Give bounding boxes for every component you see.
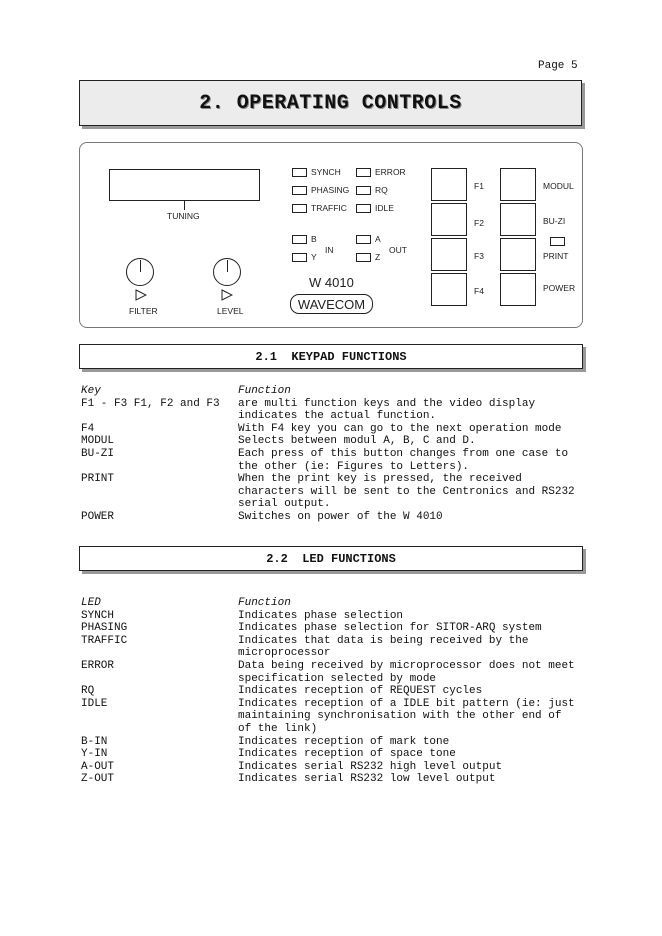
led-idle bbox=[356, 204, 371, 213]
table-row bbox=[81, 673, 583, 686]
tuning-indicator bbox=[184, 201, 185, 210]
led-column-header: LED bbox=[81, 597, 101, 609]
key-cell: F1 - F3 F1, F2 and F3 bbox=[81, 397, 220, 410]
key-cell bbox=[81, 410, 238, 423]
key-cell bbox=[81, 486, 238, 499]
table-row bbox=[81, 448, 583, 461]
level-knob bbox=[213, 258, 241, 286]
key-cell bbox=[81, 461, 238, 474]
filter-arrow-icon bbox=[135, 289, 147, 301]
function-cell: Indicates reception of mark tone bbox=[238, 735, 450, 748]
table-row bbox=[81, 423, 583, 436]
led-y-in bbox=[292, 253, 307, 262]
led-phasing bbox=[292, 186, 307, 195]
f3-key bbox=[431, 238, 467, 271]
level-arrow-icon bbox=[221, 289, 233, 301]
led-section-heading: 2.2 LED FUNCTIONS bbox=[266, 551, 396, 566]
led-synch bbox=[292, 168, 307, 177]
led-cell: SYNCH bbox=[81, 609, 115, 622]
led-label-error: ERROR bbox=[375, 167, 406, 177]
led-label-a: A bbox=[375, 234, 381, 244]
function-cell: Indicates reception of space tone bbox=[238, 748, 456, 761]
function-column-header: Function bbox=[238, 597, 291, 609]
led-label-y: Y bbox=[311, 252, 317, 262]
filter-knob bbox=[126, 258, 154, 286]
function-cell: indicates the actual function. bbox=[238, 410, 437, 423]
print-key bbox=[500, 238, 536, 271]
function-cell: maintaining synchronisation with the other end of bbox=[238, 710, 562, 723]
table-row bbox=[81, 498, 583, 511]
key-cell: F4 bbox=[81, 422, 95, 435]
chapter-title: 2. OPERATING CONTROLS bbox=[199, 91, 462, 115]
led-section-heading-box bbox=[79, 546, 583, 571]
bu-zi-label: BU-ZI bbox=[543, 216, 566, 226]
led-z-out bbox=[356, 253, 371, 262]
function-cell: Indicates serial RS232 high level output bbox=[238, 760, 503, 773]
function-cell: the other (ie: Figures to Letters). bbox=[238, 460, 470, 473]
led-cell: ERROR bbox=[81, 659, 115, 672]
led-cell: PHASING bbox=[81, 622, 128, 635]
function-cell: Indicates that data is being received by the bbox=[238, 634, 529, 647]
level-label: LEVEL bbox=[217, 306, 244, 316]
function-cell: Indicates reception of a IDLE bit pattern (ie: just bbox=[238, 697, 575, 710]
function-cell: Data being received by microprocessor does not meet bbox=[238, 659, 575, 672]
f4-label: F4 bbox=[474, 286, 484, 296]
led-cell: Z-OUT bbox=[81, 773, 115, 786]
filter-label: FILTER bbox=[129, 306, 158, 316]
led-label-rq: RQ bbox=[375, 185, 388, 195]
function-cell: are multi function keys and the video display bbox=[238, 397, 536, 410]
function-cell: Indicates phase selection bbox=[238, 609, 404, 622]
table-row bbox=[81, 635, 583, 648]
table-row bbox=[81, 723, 583, 736]
led-bu-zi bbox=[550, 237, 565, 246]
f1-label: F1 bbox=[474, 181, 484, 191]
led-label-phasing: PHASING bbox=[311, 185, 350, 195]
led-cell: RQ bbox=[81, 685, 95, 698]
led-label-b: B bbox=[311, 234, 317, 244]
table-row bbox=[81, 748, 583, 761]
table-row bbox=[81, 773, 583, 786]
table-row bbox=[81, 473, 583, 486]
f2-label: F2 bbox=[474, 218, 484, 228]
led-label-z: Z bbox=[375, 252, 381, 262]
function-cell: When the print key is pressed, the received bbox=[238, 473, 522, 486]
key-cell: PRINT bbox=[81, 473, 115, 486]
function-cell: Indicates reception of REQUEST cycles bbox=[238, 685, 483, 698]
function-cell: Indicates serial RS232 low level output bbox=[238, 773, 496, 786]
f1-key bbox=[431, 168, 467, 201]
page-number: Page 5 bbox=[538, 60, 578, 72]
power-key bbox=[500, 273, 536, 306]
chapter-heading-box bbox=[79, 80, 582, 126]
table-row bbox=[81, 410, 583, 423]
tuning-label: TUNING bbox=[167, 211, 200, 221]
in-label: IN bbox=[325, 245, 334, 255]
function-cell: microprocessor bbox=[238, 647, 331, 660]
key-cell: POWER bbox=[81, 510, 115, 523]
table-row bbox=[81, 622, 583, 635]
table-row bbox=[81, 461, 583, 474]
led-label-traffic: TRAFFIC bbox=[311, 203, 347, 213]
function-cell: specification selected by mode bbox=[238, 672, 437, 685]
f3-label: F3 bbox=[474, 251, 484, 261]
out-label: OUT bbox=[389, 245, 407, 255]
led-cell bbox=[81, 723, 238, 736]
brand-badge bbox=[290, 294, 373, 314]
led-label-synch: SYNCH bbox=[311, 167, 341, 177]
keypad-functions-table bbox=[81, 385, 583, 524]
led-cell bbox=[81, 647, 238, 660]
led-cell: Y-IN bbox=[81, 748, 108, 761]
function-cell: Selects between modul A, B, C and D. bbox=[238, 435, 476, 448]
table-row bbox=[81, 710, 583, 723]
print-label: PRINT bbox=[543, 251, 569, 261]
led-cell bbox=[81, 710, 238, 723]
function-cell: Indicates phase selection for SITOR-ARQ system bbox=[238, 622, 542, 635]
function-cell: With F4 key you can go to the next operation mode bbox=[238, 422, 562, 435]
f4-key bbox=[431, 273, 467, 306]
table-row bbox=[81, 736, 583, 749]
table-row bbox=[81, 660, 583, 673]
table-row bbox=[81, 511, 583, 524]
key-cell: BU-ZI bbox=[81, 447, 115, 460]
table-header bbox=[81, 597, 583, 610]
led-error bbox=[356, 168, 371, 177]
led-cell: B-IN bbox=[81, 735, 108, 748]
key-column-header: Key bbox=[81, 385, 101, 397]
modul-label: MODUL bbox=[543, 181, 574, 191]
key-cell: MODUL bbox=[81, 435, 115, 448]
table-row bbox=[81, 486, 583, 499]
table-header bbox=[81, 385, 583, 398]
table-row bbox=[81, 398, 583, 411]
function-cell: Each press of this button changes from one case to bbox=[238, 447, 569, 460]
led-cell: TRAFFIC bbox=[81, 634, 128, 647]
led-b-in bbox=[292, 235, 307, 244]
led-a-out bbox=[356, 235, 371, 244]
led-cell: A-OUT bbox=[81, 760, 115, 773]
table-row bbox=[81, 610, 583, 623]
f2-key bbox=[431, 203, 467, 236]
led-label-idle: IDLE bbox=[375, 203, 394, 213]
modul-key bbox=[500, 168, 536, 201]
table-row bbox=[81, 698, 583, 711]
key-cell bbox=[81, 498, 238, 511]
led-rq bbox=[356, 186, 371, 195]
table-row bbox=[81, 435, 583, 448]
function-column-header: Function bbox=[238, 385, 291, 397]
table-row bbox=[81, 647, 583, 660]
keypad-section-heading-box bbox=[79, 344, 583, 369]
keypad-section-heading: 2.1 KEYPAD FUNCTIONS bbox=[255, 349, 407, 364]
led-traffic bbox=[292, 204, 307, 213]
table-row bbox=[81, 761, 583, 774]
function-cell: of the link) bbox=[238, 722, 318, 735]
function-cell: serial output. bbox=[238, 498, 331, 511]
video-display bbox=[109, 169, 260, 201]
brand-label: WAVECOM bbox=[297, 296, 366, 312]
led-cell bbox=[81, 673, 238, 686]
led-cell: IDLE bbox=[81, 697, 108, 710]
table-row bbox=[81, 685, 583, 698]
function-cell: characters will be sent to the Centronics and RS232 bbox=[238, 485, 575, 498]
bu-zi-key bbox=[500, 203, 536, 236]
led-functions-table bbox=[81, 597, 583, 786]
power-label: POWER bbox=[543, 283, 576, 293]
function-cell: Switches on power of the W 4010 bbox=[238, 510, 443, 523]
model-label: W 4010 bbox=[309, 275, 354, 290]
front-panel-diagram bbox=[79, 142, 583, 328]
